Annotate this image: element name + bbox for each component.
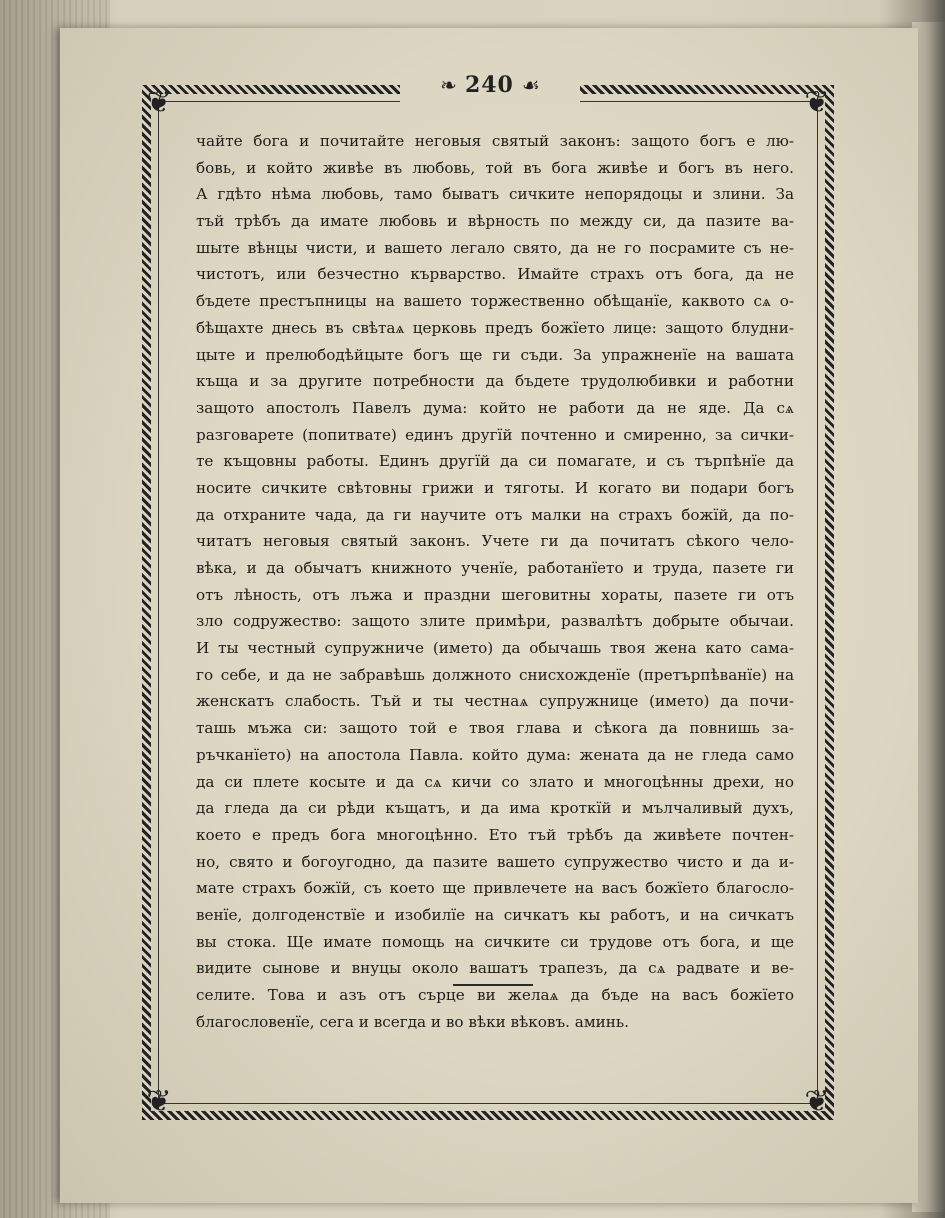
text-line: разговарете (попитвате) единъ другїй почтенно и смиренно, за сички- [196, 425, 794, 444]
text-line: къща и за другите потребности да бъдете трудолюбивки и работни [196, 372, 794, 391]
text-line: шыте вѣнцы чисти, и вашето легало свято, да не го посрамите съ не- [196, 238, 794, 257]
text-line: да си плете косыте и да сѧ кичи со злато и многоцѣнны дрехи, но [196, 772, 794, 791]
text-line: женскатъ слабость. Тъй и ты честнаѧ супружнице (името) да почи- [196, 692, 794, 711]
corner-flourish-icon: ❦ [146, 85, 172, 120]
text-line: да гледа да си рѣди къщатъ, и да има кроткїй и мълчаливый духъ, [196, 799, 794, 818]
text-line: да отхраните чада, да ги научите отъ малки на страхъ божїй, да по- [196, 505, 794, 524]
text-line: зло содружество: защото злите примѣри, развалѣтъ добрыте обычаи. [196, 612, 794, 631]
text-line: носите сичките свѣтовны грижи и тяготы. И когато ви подари богъ [196, 478, 794, 497]
text-line: бѣщахте днесь въ свѣтаѧ церковь предъ божїето лице: защото блудни- [196, 318, 794, 337]
text-line: видите сынове и внуцы около вашатъ трапезъ, да сѧ радвате и ве- [196, 959, 794, 978]
text-line: А гдѣто нѣма любовь, тамо быватъ сичките непорядоцы и злини. За [196, 185, 794, 204]
text-line: вѣка, и да обычатъ книжното ученїе, работанїето и труда, пазете ги [196, 559, 794, 577]
body-text [196, 128, 794, 1035]
text-line: мате страхъ божїй, съ което ще привлечете на васъ божїето благосло- [196, 879, 794, 898]
text-line: бовь, и който живѣе въ любовь, той въ бога живѣе и богъ въ него. [196, 158, 794, 177]
header-ornament-left-icon: ❧ [440, 73, 457, 97]
text-line: селите. Това и азъ отъ сърце ви желаѧ да бъде на васъ божїето [196, 986, 794, 1004]
text-line: го себе, и да не забравѣшь должното снисхожденїе (претърпѣванїе) на [196, 665, 794, 684]
corner-flourish-icon: ❦ [804, 85, 830, 120]
page-number: 240 [464, 72, 514, 98]
text-line: чайте бога и почитайте неговыя святый законъ: защото богъ е лю- [196, 132, 794, 150]
text-line: ташь мъжа си: защото той е твоя глава и сѣкога да повнишь за- [196, 719, 794, 738]
text-line: отъ лѣность, отъ лъжа и праздни шеговитны хораты, пазете ги отъ [196, 585, 794, 604]
text-line: цыте и прелюбодѣйцыте богъ ще ги съди. За упражненїе на вашата [196, 345, 794, 364]
text-line: вы стока. Ще имате помощь на сичките си трудове отъ бога, и ще [196, 932, 794, 951]
text-line: което е предъ бога многоцѣнно. Ето тъй трѣбъ да живѣете почтен- [196, 825, 794, 844]
text-line: читатъ неговыя святый законъ. Учете ги да почитатъ сѣкого чело- [196, 532, 794, 551]
end-rule-divider [453, 984, 533, 986]
text-line: бъдете престъпницы на вашето торжественно обѣщанїе, каквото сѧ о- [196, 292, 794, 311]
text-line: те къщовны работы. Единъ другїй да си помагате, и съ търпѣнїе да [196, 452, 794, 471]
text-line: венїе, долгоденствїе и изобилїе на сичкатъ кы работъ, и на сичкатъ [196, 905, 794, 924]
text-line: тъй трѣбъ да имате любовь и вѣрность по между си, да пазите ва- [196, 212, 794, 231]
page-header [400, 68, 580, 102]
text-line: благословенїе, сега и всегда и во вѣки вѣковъ. аминь. [196, 1012, 629, 1031]
text-line: чистотъ, или безчестно кърварство. Имайте страхъ отъ бога, да не [196, 265, 794, 284]
corner-flourish-icon: ❦ [146, 1084, 172, 1119]
text-line: И ты честный супружниче (името) да обычашь твоя жена като сама- [196, 639, 794, 658]
text-line: ръчканїето) на апостола Павла. който дума: жената да не гледа само [196, 745, 794, 764]
corner-flourish-icon: ❦ [804, 1084, 830, 1119]
header-ornament-right-icon: ☙ [521, 73, 540, 97]
text-line: защото апостолъ Павелъ дума: който не работи да не яде. Да сѧ [196, 398, 794, 417]
text-line: но, свято и богоугодно, да пазите вашето супружество чисто и да и- [196, 852, 794, 871]
